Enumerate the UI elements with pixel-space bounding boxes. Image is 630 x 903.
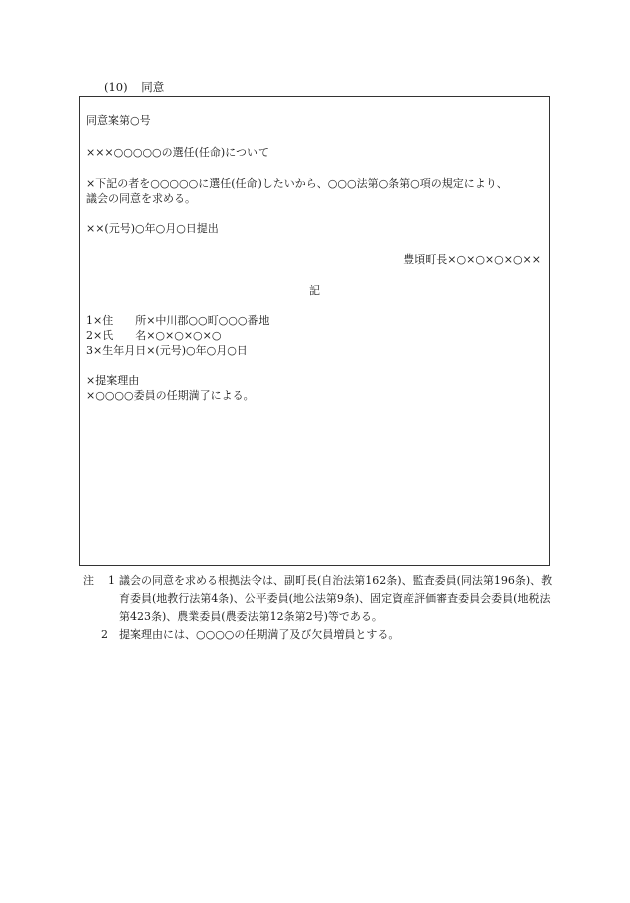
note-number: 1 <box>108 574 115 587</box>
note-item <box>83 626 553 644</box>
note-head <box>83 572 115 590</box>
section-title: 同意 <box>141 80 165 94</box>
note-text: 提案理由には、○○○○の任期満了及び欠員増員とする。 <box>119 628 400 641</box>
note-item <box>83 572 553 626</box>
section-heading <box>104 80 164 95</box>
bill-number: 同意案第○号 <box>86 114 151 127</box>
note-text: 議会の同意を求める根拠法令は、副町長(自治法第162条)、監査委員(同法第196条)、教育委員(地教行法第4条)、公平委員(地公法第9条)、固定資産評価審査委員会委員(地税法第423条)、農業委員(農委法第12条第2号)等である。 <box>119 574 553 623</box>
item-name: 2×氏 名×○×○×○×○ <box>86 329 222 342</box>
note-number: 2 <box>101 628 108 641</box>
notes-label: 注 <box>83 574 94 587</box>
notes-section <box>83 572 553 644</box>
reason-text: ×○○○○委員の任期満了による。 <box>86 389 255 402</box>
ki-mark: 記 <box>309 284 320 297</box>
subject-line: ×××○○○○○の選任(任命)について <box>86 146 270 159</box>
reason-heading: ×提案理由 <box>86 374 140 387</box>
submission-date: ××(元号)○年○月○日提出 <box>86 222 219 235</box>
body-line-2: 議会の同意を求める。 <box>86 192 196 205</box>
item-birthdate: 3×生年月日×(元号)○年○月○日 <box>86 344 248 357</box>
form-frame <box>79 96 550 566</box>
section-number: (10) <box>104 80 128 94</box>
signature: 豊頃町長×○×○×○×○×× <box>403 253 541 266</box>
item-address: 1×住 所×中川郡○○町○○○番地 <box>86 314 270 327</box>
body-line-1: ×下記の者を○○○○○に選任(任命)したいから、○○○法第○条第○項の規定により、 <box>86 177 508 190</box>
